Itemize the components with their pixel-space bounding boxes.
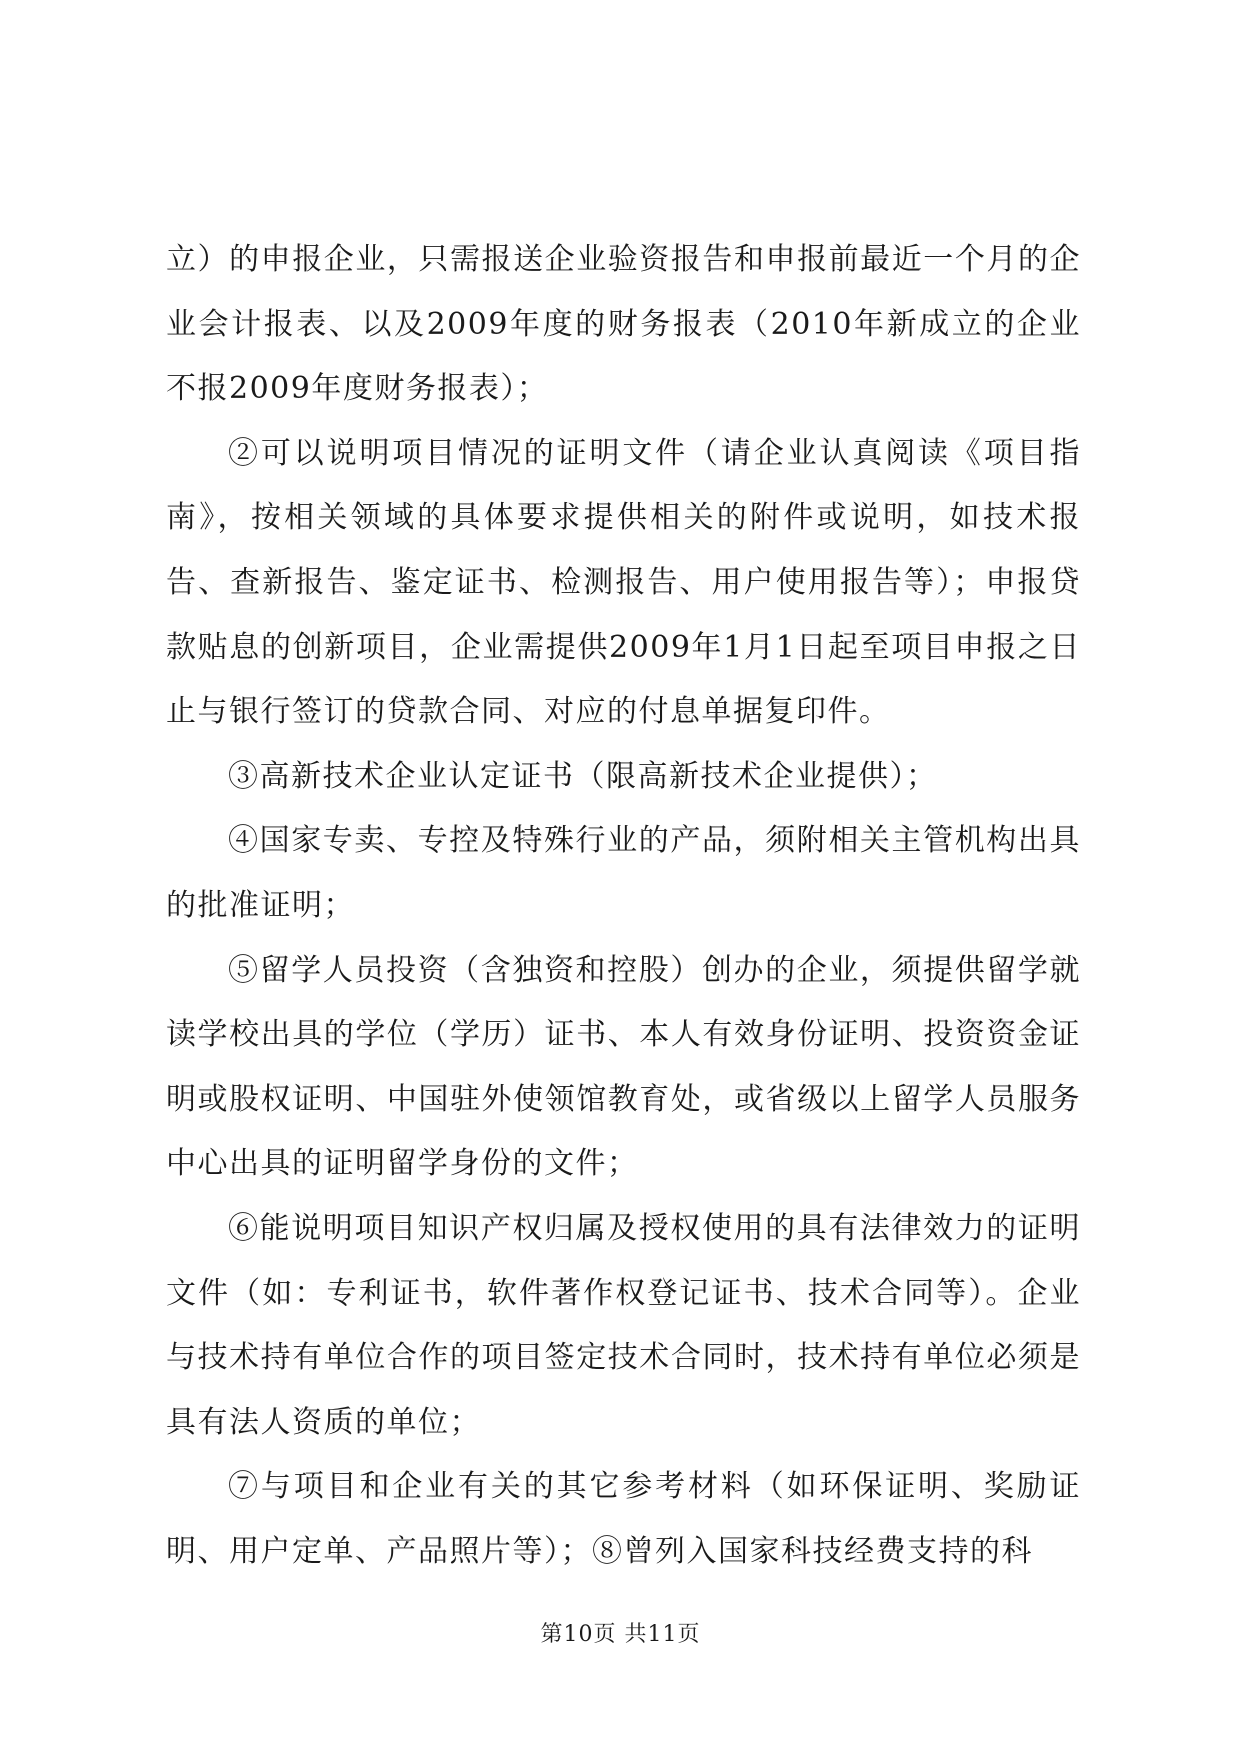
paragraph-4: ④国家专卖、专控及特殊行业的产品，须附相关主管机构出具的批准证明； bbox=[166, 823, 1081, 923]
paragraph-7: ⑦与项目和企业有关的其它参考材料（如环保证明、奖励证明、用户定单、产品照片等）；⑧曾列入国家科技经费支持的科 bbox=[166, 1469, 1081, 1569]
paragraph-6: ⑥能说明项目知识产权归属及授权使用的具有法律效力的证明文件（如：专利证书，软件著作权登记证书、技术合同等）。企业与技术持有单位合作的项目签定技术合同时，技术持有单位必须是具有法人资质的单位； bbox=[166, 1210, 1081, 1440]
paragraph-2: ②可以说明项目情况的证明文件（请企业认真阅读《项目指南》，按相关领域的具体要求提供相关的附件或说明，如技术报告、查新报告、鉴定证书、检测报告、用户使用报告等）；申报贷款贴息的创新项目，企业需提供2009年1月1日起至项目申报之日止与银行签订的贷款合同、对应的付息单据复印件。 bbox=[166, 435, 1081, 730]
page-number-footer: 第10页 共11页 bbox=[540, 1622, 701, 1647]
paragraph-3: ③高新技术企业认定证书（限高新技术企业提供）； bbox=[228, 758, 938, 794]
paragraph-5: ⑤留学人员投资（含独资和控股）创办的企业，须提供留学就读学校出具的学位（学历）证书、本人有效身份证明、投资资金证明或股权证明、中国驻外使领馆教育处，或省级以上留学人员服务中心出具的证明留学身份的文件； bbox=[166, 952, 1081, 1182]
paragraph-1: 立）的申报企业，只需报送企业验资报告和申报前最近一个月的企业会计报表、以及2009年度的财务报表（2010年新成立的企业不报2009年度财务报表）； bbox=[166, 242, 1081, 407]
document-body bbox=[166, 228, 1081, 1584]
